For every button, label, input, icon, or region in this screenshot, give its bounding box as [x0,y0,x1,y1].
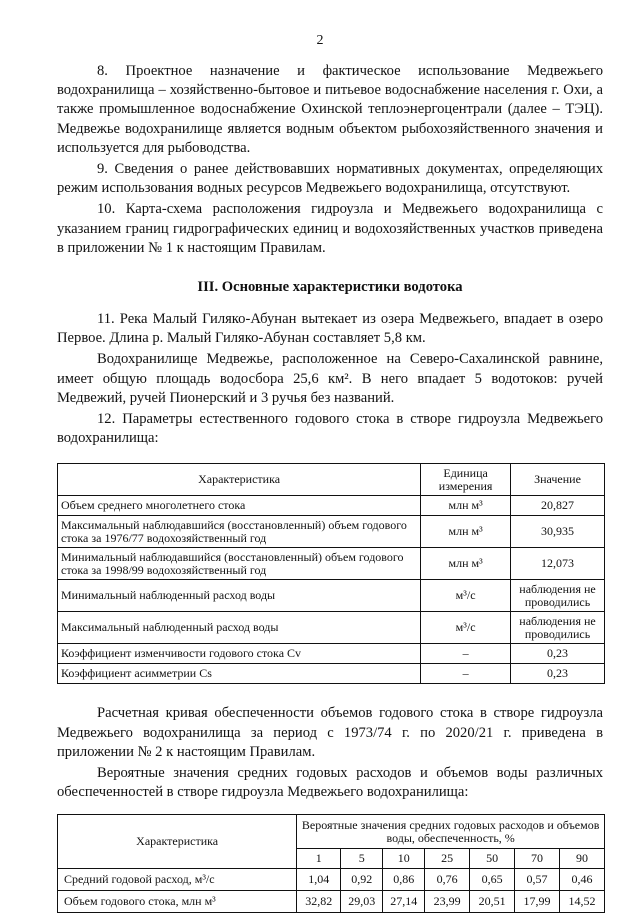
runoff-parameters-table [57,463,605,684]
table2-cell-value: 32,82 [297,891,341,913]
table2-cell-value: 0,65 [470,869,515,891]
paragraph-8: 8. Проектное назначение и фактическое использование Медвежьего водохранилища – хозяйственно-бытовое и питьевое водоснабжение населения г. Охи, а также промышленное водоснабжение Охинской теплоэнергоцентрали (далее – ТЭЦ). Медвежье водохранилище является водным объектом рыбохозяйственного значения и используется для рыбоводства. [57,63,603,156]
table2-percent: 1 [297,849,341,869]
table-row [58,891,605,913]
table2-cell-value: 0,46 [559,869,604,891]
table2-cell-value: 17,99 [515,891,560,913]
table1-cell-unit: млн м³ [421,548,511,580]
table2-cell-value: 0,86 [383,869,425,891]
table1-cell-value: 0,23 [511,664,605,684]
table-row [58,664,605,684]
table1-cell-name: Максимальный наблюдавшийся (восстановленный) объем годового стока за 1976/77 водохозяйственный год [58,516,421,548]
paragraph-12: 12. Параметры естественного годового стока в створе гидроузла Медвежьего водохранилища: [57,411,603,447]
table1-cell-value: 12,073 [511,548,605,580]
table-row [58,644,605,664]
table2-percent: 25 [425,849,470,869]
document-body [57,62,603,913]
table1-cell-unit: млн м³ [421,496,511,516]
paragraph-10: 10. Карта-схема расположения гидроузла и Медвежьего водохранилища с указанием границ гидрографических единиц и водохозяйственных участков приведена в приложении № 1 к настоящим Правилам. [57,201,603,256]
paragraph-probable: Вероятные значения средних годовых расходов и объемов воды различных обеспеченностей в створе гидроузла Медвежьего водохранилища: [57,765,603,801]
table2-cell-value: 0,92 [341,869,383,891]
table2-header-group: Вероятные значения средних годовых расходов и объемов воды, обеспеченность, % [297,815,605,849]
table2-cell-value: 27,14 [383,891,425,913]
table2-cell-value: 14,52 [559,891,604,913]
table1-header-value: Значение [511,464,605,496]
table1-cell-name: Максимальный наблюденный расход воды [58,612,421,644]
paragraph-curve: Расчетная кривая обеспеченности объемов годового стока в створе гидроузла Медвежьего водохранилища за период с 1973/74 г. по 2020/21 г. приведена в приложении № 2 к настоящим Правилам. [57,705,603,760]
table1-cell-value: наблюдения не проводились [511,612,605,644]
table1-cell-name: Минимальный наблюдавшийся (восстановленный) объем годового стока за 1998/99 водохозяйственный год [58,548,421,580]
table1-cell-unit: млн м³ [421,516,511,548]
table-row [58,516,605,548]
table1-header-characteristic: Характеристика [58,464,421,496]
table2-cell-name: Средний годовой расход, м³/с [58,869,297,891]
paragraph-11: 11. Река Малый Гиляко-Абунан вытекает из озера Медвежьего, впадает в озеро Первое. Длина р. Малый Гиляко-Абунан составляет 5,8 км. [57,311,603,347]
table2-percent: 10 [383,849,425,869]
page-number: 2 [316,33,324,48]
paragraph-9: 9. Сведения о ранее действовавших нормативных документах, определяющих режим использования водных ресурсов Медвежьего водохранилища, отсутствуют. [57,161,603,197]
table-row [58,548,605,580]
table2-cell-value: 20,51 [470,891,515,913]
table1-cell-value: 30,935 [511,516,605,548]
table1-cell-value: 20,827 [511,496,605,516]
table2-cell-value: 0,57 [515,869,560,891]
table2-cell-value: 29,03 [341,891,383,913]
table1-cell-name: Коэффициент асимметрии Cs [58,664,421,684]
paragraph-reservoir: Водохранилище Медвежье, расположенное на Северо-Сахалинской равнине, имеет общую площадь водосбора 25,6 км². В него впадает 5 водотоков: ручей Медвежий, ручей Пионерский и 3 ручья без названий. [57,351,603,406]
table-row [58,580,605,612]
table-row [58,612,605,644]
table1-cell-name: Минимальный наблюденный расход воды [58,580,421,612]
table2-percent: 70 [515,849,560,869]
table2-cell-value: 23,99 [425,891,470,913]
table2-percent: 50 [470,849,515,869]
table1-cell-unit: – [421,644,511,664]
table2-cell-value: 1,04 [297,869,341,891]
table1-cell-name: Объем среднего многолетнего стока [58,496,421,516]
table2-percent: 90 [559,849,604,869]
section-title: III. Основные характеристики водотока [197,279,463,296]
table2-cell-value: 0,76 [425,869,470,891]
table2-cell-name: Объем годового стока, млн м³ [58,891,297,913]
table1-header-unit: Единица измерения [421,464,511,496]
table1-cell-name: Коэффициент изменчивости годового стока Cv [58,644,421,664]
table-row [58,869,605,891]
probable-values-table [57,814,605,913]
table1-cell-unit: – [421,664,511,684]
table2-percent: 5 [341,849,383,869]
table-row [58,496,605,516]
table1-cell-unit: м³/с [421,580,511,612]
table2-header-characteristic: Характеристика [58,815,297,869]
table1-cell-unit: м³/с [421,612,511,644]
table1-cell-value: 0,23 [511,644,605,664]
table1-cell-value: наблюдения не проводились [511,580,605,612]
